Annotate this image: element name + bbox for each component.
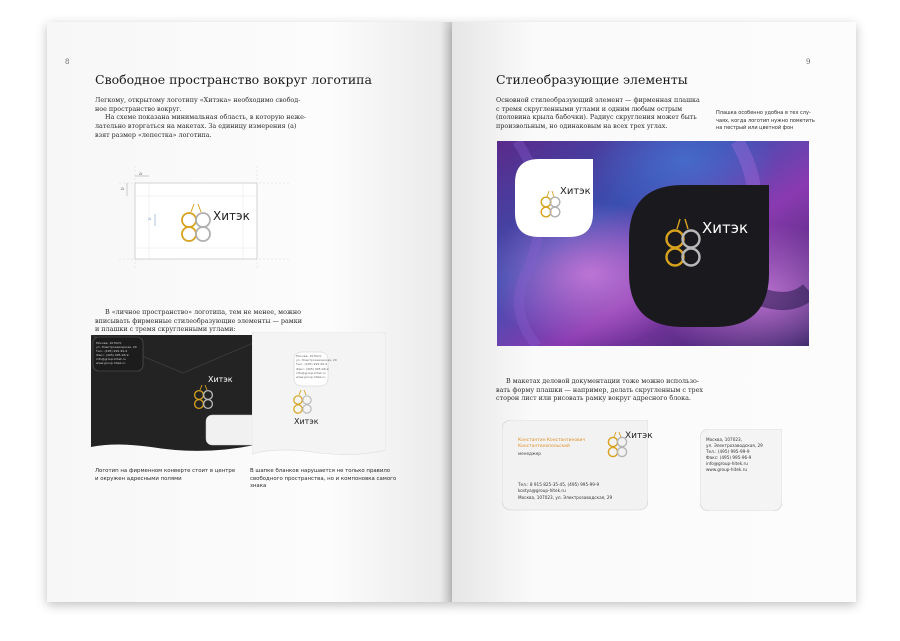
- side-note: Плашка особенно удобна в тех слу- чаях, когда логотип нужно пометить на пестрый или цветной фон: [716, 110, 815, 132]
- style-elements-paragraph: Основной стилеобразующий элемент — фирменная плашка с тремя скругленными углами и одним любым острым (половина крыла бабочки). Радиус скругления может быть произвольным, но одинаковым на всех трех углах.: [496, 96, 700, 131]
- letterhead-address: Москва, 107023, ул. Электрозаводская, 29 Тел.: (495) 995-99-9 Факс: (495) 995-96-9 info@group-hitek.ru www.group-hitek.ru: [296, 354, 337, 380]
- card-position: менеджер: [518, 451, 541, 456]
- caption-envelope: Логотип на фирменном конверте стоит в центре и окружен адресными полями: [95, 468, 236, 482]
- back-card-address: Москва, 107023, ул. Электрозаводская, 29 Тел.: (495) 995-99-9 Факс: (495) 995-96-9 info@group-hitek.ru www.group-hitek.ru: [706, 437, 763, 472]
- intro-paragraph: Легкому, открытому логотипу «Хитэка» необходимо свобод- ное пространство вокруг. На схеме показана минимальная область, в которую нежe- лательно вторгаться на макетах. За единицу измерения (а) взят размер «лепестка» логотипа.: [95, 96, 307, 139]
- envelope-mockup: [91, 335, 276, 455]
- card-contacts: Тел.: 8 915 825-35-45, (495) 995-99-9 kostya@group-hitek.ru Москва, 107023, ул. Электрозаводская, 29: [518, 482, 613, 500]
- business-docs-paragraph: В макетах деловой документации тоже можно использо- вать форму плашки — например, делать скругленным с трех сторон лист или рисовать рамку вокруг адресного блока.: [496, 377, 703, 403]
- style-banner: [497, 141, 809, 346]
- page-number-left: 8: [65, 58, 70, 66]
- diagram-brand-name: Хитэк: [213, 209, 250, 223]
- page-number-right: 9: [806, 58, 811, 66]
- envelope-address: Москва, 107023, ул. Электрозаводская, 29 Тел.: (495) 995-99-9 Факс: (495) 995-96-9 info@group-hitek.ru www.group-hitek.ru: [96, 341, 137, 365]
- right-page: [452, 22, 856, 602]
- business-card-front: [502, 420, 653, 512]
- page-title-left: Свободное пространство вокруг логотипа: [95, 72, 372, 87]
- caption-letterhead: В шапке бланков нарушается не только правило свободного пространства, но и компоновка самого знака: [250, 468, 397, 490]
- left-page: [47, 22, 452, 602]
- label-a-inner: а: [148, 216, 151, 222]
- envelope-brand-name: Хитэк: [208, 375, 233, 384]
- label-a-left: а: [121, 186, 124, 192]
- card-name: Константин Константинович Константинопольский: [518, 438, 586, 449]
- label-a-top: а: [139, 171, 142, 177]
- card-brand-name: Хитэк: [625, 431, 653, 441]
- personal-space-paragraph: В «личное пространство» логотипа, тем не менее, можно вписывать фирменные стилеобразующие элементы — рамки и плашки с тремя скругленными углами:: [95, 308, 303, 334]
- letterhead-mockup: [252, 332, 386, 456]
- banner-dark-brand: Хитэк: [702, 219, 749, 237]
- business-card-back: [700, 429, 782, 511]
- clearspace-diagram: [119, 156, 289, 268]
- letterhead-brand-name: Хитэк: [294, 417, 319, 426]
- page-title-right: Стилеобразующие элементы: [496, 72, 688, 87]
- banner-white-brand: Хитэк: [560, 186, 591, 197]
